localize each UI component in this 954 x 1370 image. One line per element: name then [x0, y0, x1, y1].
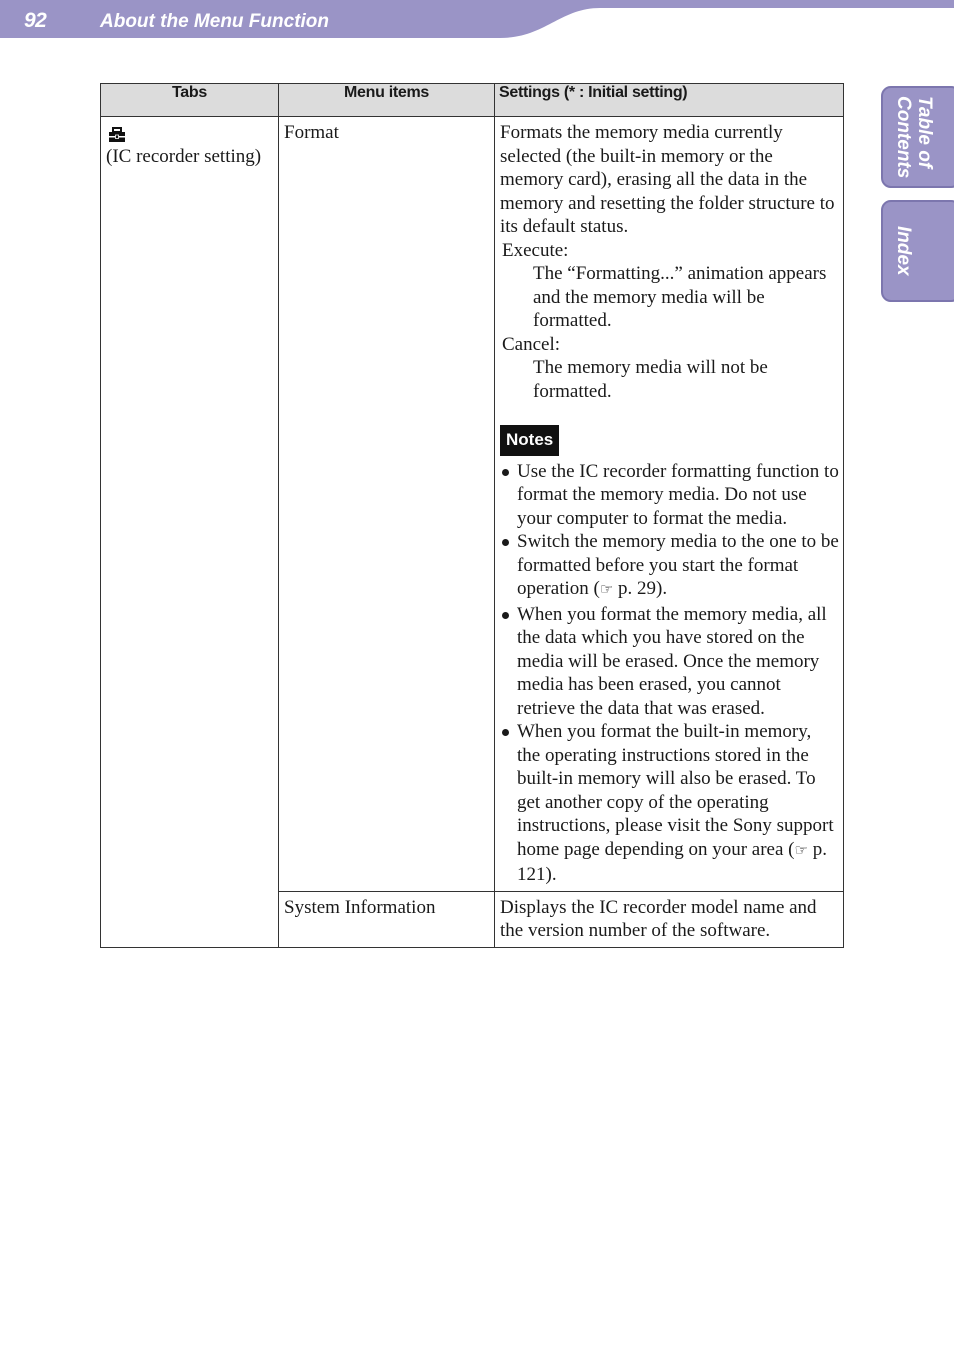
page-header — [0, 0, 954, 40]
option-text: The “Formatting...” animation appears and the memory media will be formatted. — [533, 263, 827, 331]
list-item — [500, 530, 839, 603]
table-of-contents-label: Table of Contents — [893, 95, 935, 179]
header-settings: Settings (* : Initial setting) — [495, 84, 844, 117]
section-title: About the Menu Function — [100, 11, 330, 32]
note-text: When you format the built-in memory, the operating instructions stored in the built-in memory will also be erased. To get another copy of the operating instructions, please visit the Sony support home page depending on your area ( — [517, 721, 834, 860]
table-of-contents-tab[interactable] — [881, 86, 954, 188]
list-item — [500, 603, 839, 721]
note-text: Use the IC recorder formatting function to format the memory media. Do not use your computer to format the media. — [517, 460, 839, 529]
menu-item-format: Format — [279, 117, 495, 892]
format-settings-cell — [495, 117, 844, 892]
menu-item-system-information: System Information — [279, 891, 495, 947]
header-tabs: Tabs — [101, 84, 279, 117]
option-text: The memory media will not be formatted. — [533, 357, 768, 402]
table-row — [101, 117, 844, 892]
index-label: Index — [893, 226, 914, 276]
notes-list — [500, 460, 839, 887]
pointing-hand-icon: ☞ — [794, 842, 808, 859]
option-label: Execute: — [502, 239, 569, 261]
list-item — [500, 720, 839, 887]
list-item — [500, 460, 839, 531]
tab-cell — [101, 117, 279, 948]
tab-label: (IC recorder setting) — [106, 146, 262, 167]
option-label: Cancel: — [502, 333, 561, 355]
menu-settings-table — [100, 83, 844, 948]
toolbox-icon — [108, 127, 126, 143]
note-text: Switch the memory media to the one to be formatted before you start the format operation ( — [517, 531, 839, 599]
table-header-row — [101, 84, 844, 117]
page-number: 92 — [24, 9, 47, 32]
system-information-description: Displays the IC recorder model name and the version number of the software. — [495, 891, 844, 947]
index-tab[interactable] — [881, 200, 954, 302]
notes-badge: Notes — [500, 425, 559, 456]
header-menu-items: Menu items — [279, 84, 495, 117]
pointing-hand-icon: ☞ — [599, 582, 614, 598]
format-description: Formats the memory media currently selected (the built-in memory or the memory card), erasing all the data in the memory and resetting the folder structure to its default status. — [500, 122, 835, 237]
page-reference-link[interactable]: p. 29). — [613, 578, 668, 599]
page-reference-link[interactable]: p. 121). — [517, 838, 827, 885]
note-text: When you format the memory media, all the data which you have stored on the media will be erased. Once the memory media has been erased, you cannot retrieve the data that was erased. — [517, 603, 827, 719]
